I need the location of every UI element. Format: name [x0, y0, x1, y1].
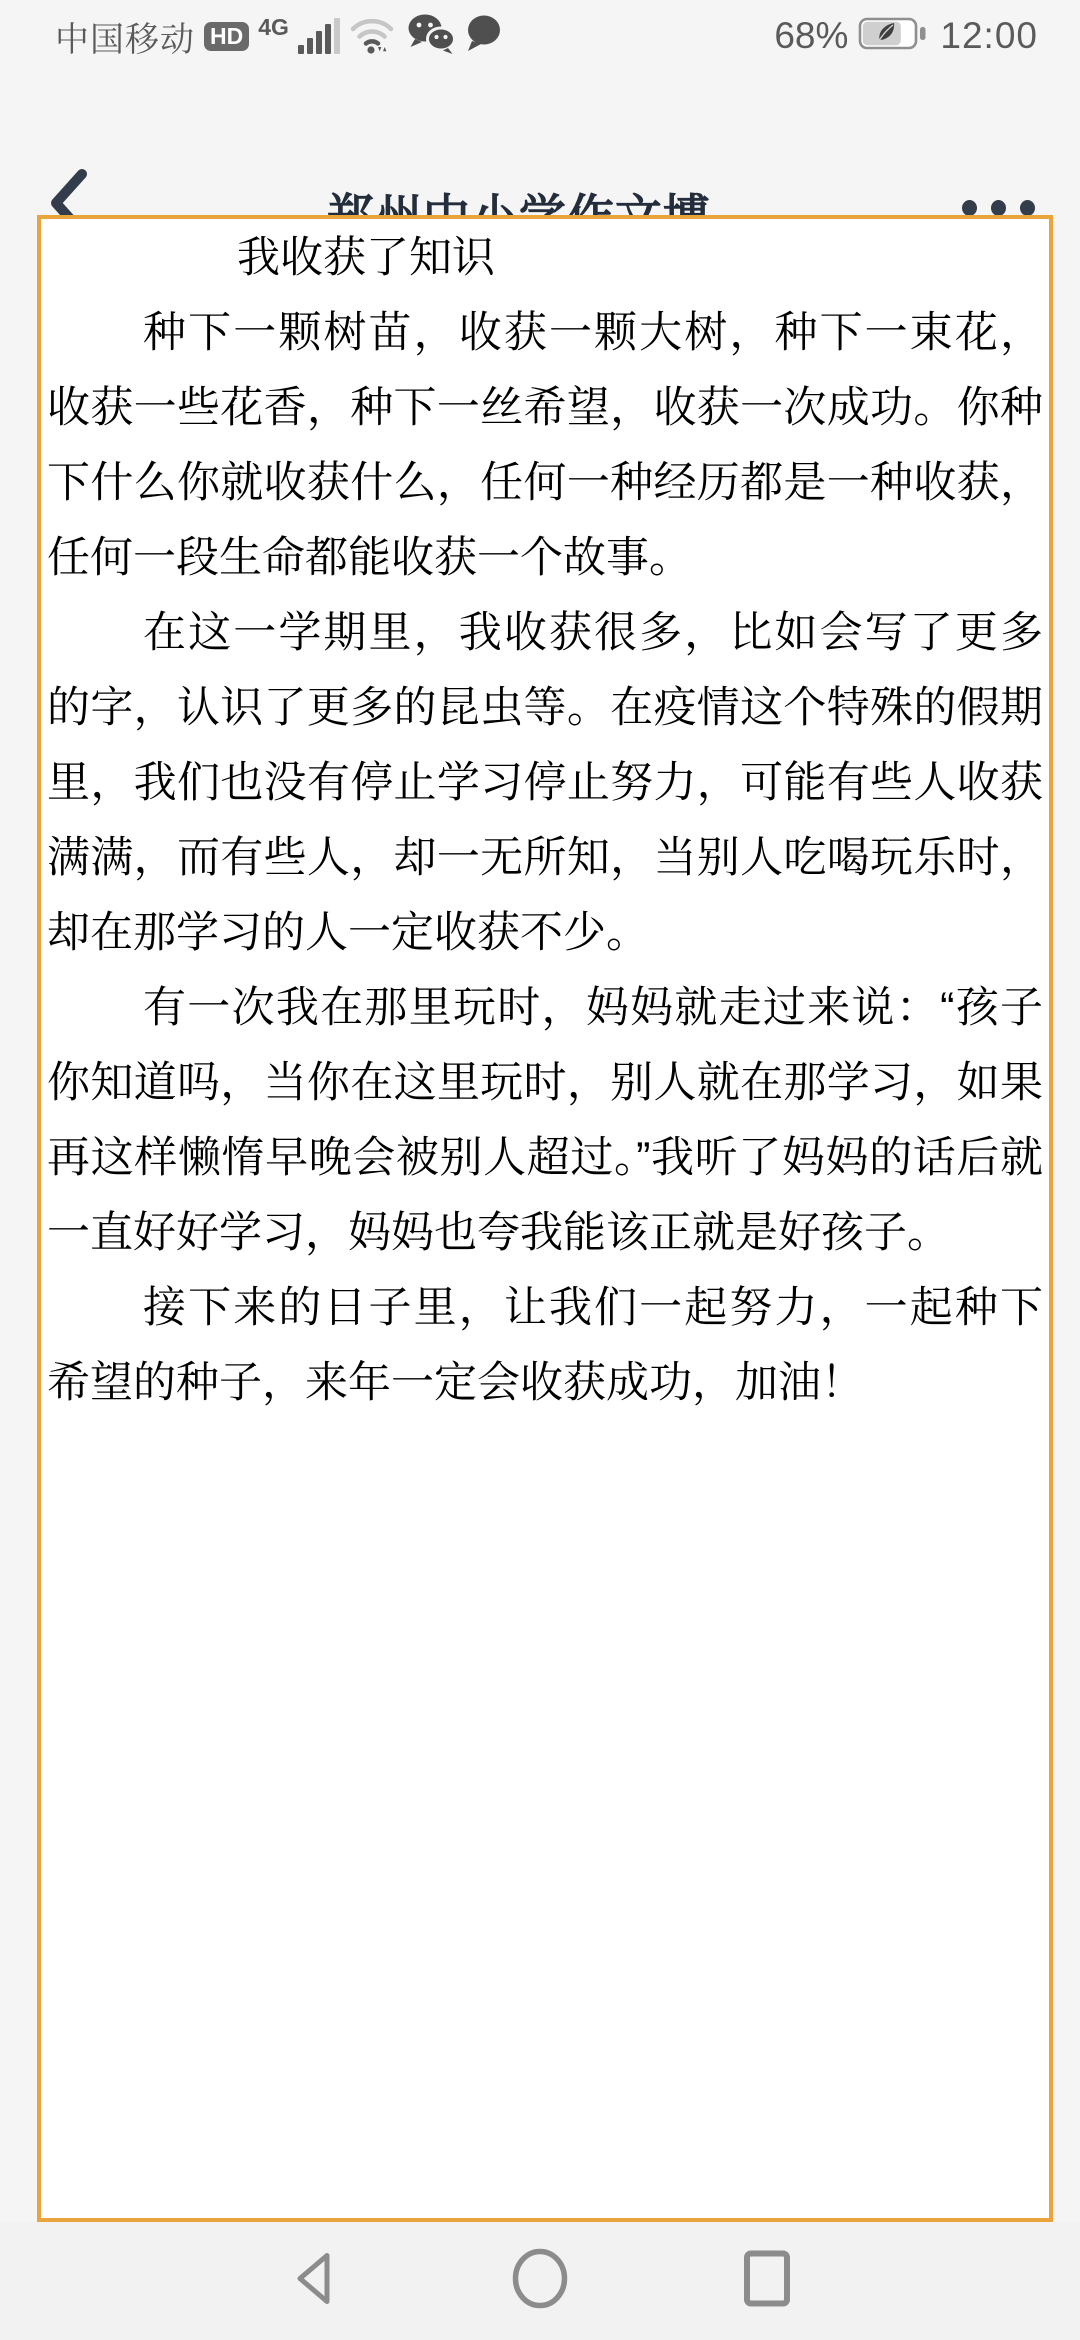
nav-home-button[interactable]: [509, 2248, 571, 2315]
hd-volte-icon: HD: [204, 22, 249, 51]
chat-bubble-icon: [465, 13, 503, 60]
status-left-group: [55, 12, 503, 61]
wechat-icon: [406, 12, 456, 61]
more-menu-button[interactable]: [962, 200, 1035, 216]
essay-card[interactable]: [37, 215, 1053, 2222]
status-bar: [0, 0, 1080, 62]
android-recents-square-icon: [739, 2248, 795, 2310]
essay-paragraphs: [47, 296, 1043, 1421]
wifi-icon: [349, 13, 397, 60]
essay-paragraph: 接下来的日子里，让我们一起努力，一起种下希望的种子，来年一定会收获成功，加油！: [47, 1284, 1043, 1407]
title-bar: [0, 62, 1080, 215]
essay-body: [41, 219, 1049, 1421]
essay-paragraph: 有一次我在那里玩时，妈妈就走过来说：“孩子你知道吗，当你在这里玩时，别人就在那学习，如果再这样懒惰早晚会被别人超过。”我听了妈妈的话后就一直好好学习，妈妈也夸我能该正就是好孩子。: [47, 984, 1043, 1257]
battery-percent-label: 68%: [774, 15, 849, 56]
essay-paragraph: 种下一颗树苗，收获一颗大树，种下一束花，收获一些花香，种下一丝希望，收获一次成功。你种下什么你就收获什么，任何一种经历都是一种收获，任何一段生命都能收获一个故事。: [47, 309, 1043, 582]
clock-label: 12:00: [940, 15, 1038, 56]
dot-icon: [991, 200, 1006, 216]
nav-back-button[interactable]: [290, 2250, 336, 2313]
network-type-label: 4G: [258, 13, 289, 40]
signal-bars-icon: [298, 18, 340, 54]
android-home-circle-icon: [509, 2248, 571, 2310]
essay-paragraph: 在这一学期里，我收获很多，比如会写了更多的字，认识了更多的昆虫等。在疫情这个特殊的假期里，我们也没有停止学习停止努力，可能有些人收获满满，而有些人，却一无所知，当别人吃喝玩乐时，却在那学习的人一定收获不少。: [47, 609, 1043, 957]
dot-icon: [962, 200, 977, 216]
essay-title: 我收获了知识: [237, 234, 495, 282]
android-navigation-bar: [0, 2222, 1080, 2340]
battery-eco-leaf-icon: [858, 15, 930, 58]
nav-recents-button[interactable]: [739, 2248, 795, 2315]
carrier-label: 中国移动: [55, 20, 195, 59]
status-right-group: [774, 15, 1038, 58]
android-back-triangle-icon: [290, 2250, 336, 2308]
dot-icon: [1020, 200, 1035, 216]
